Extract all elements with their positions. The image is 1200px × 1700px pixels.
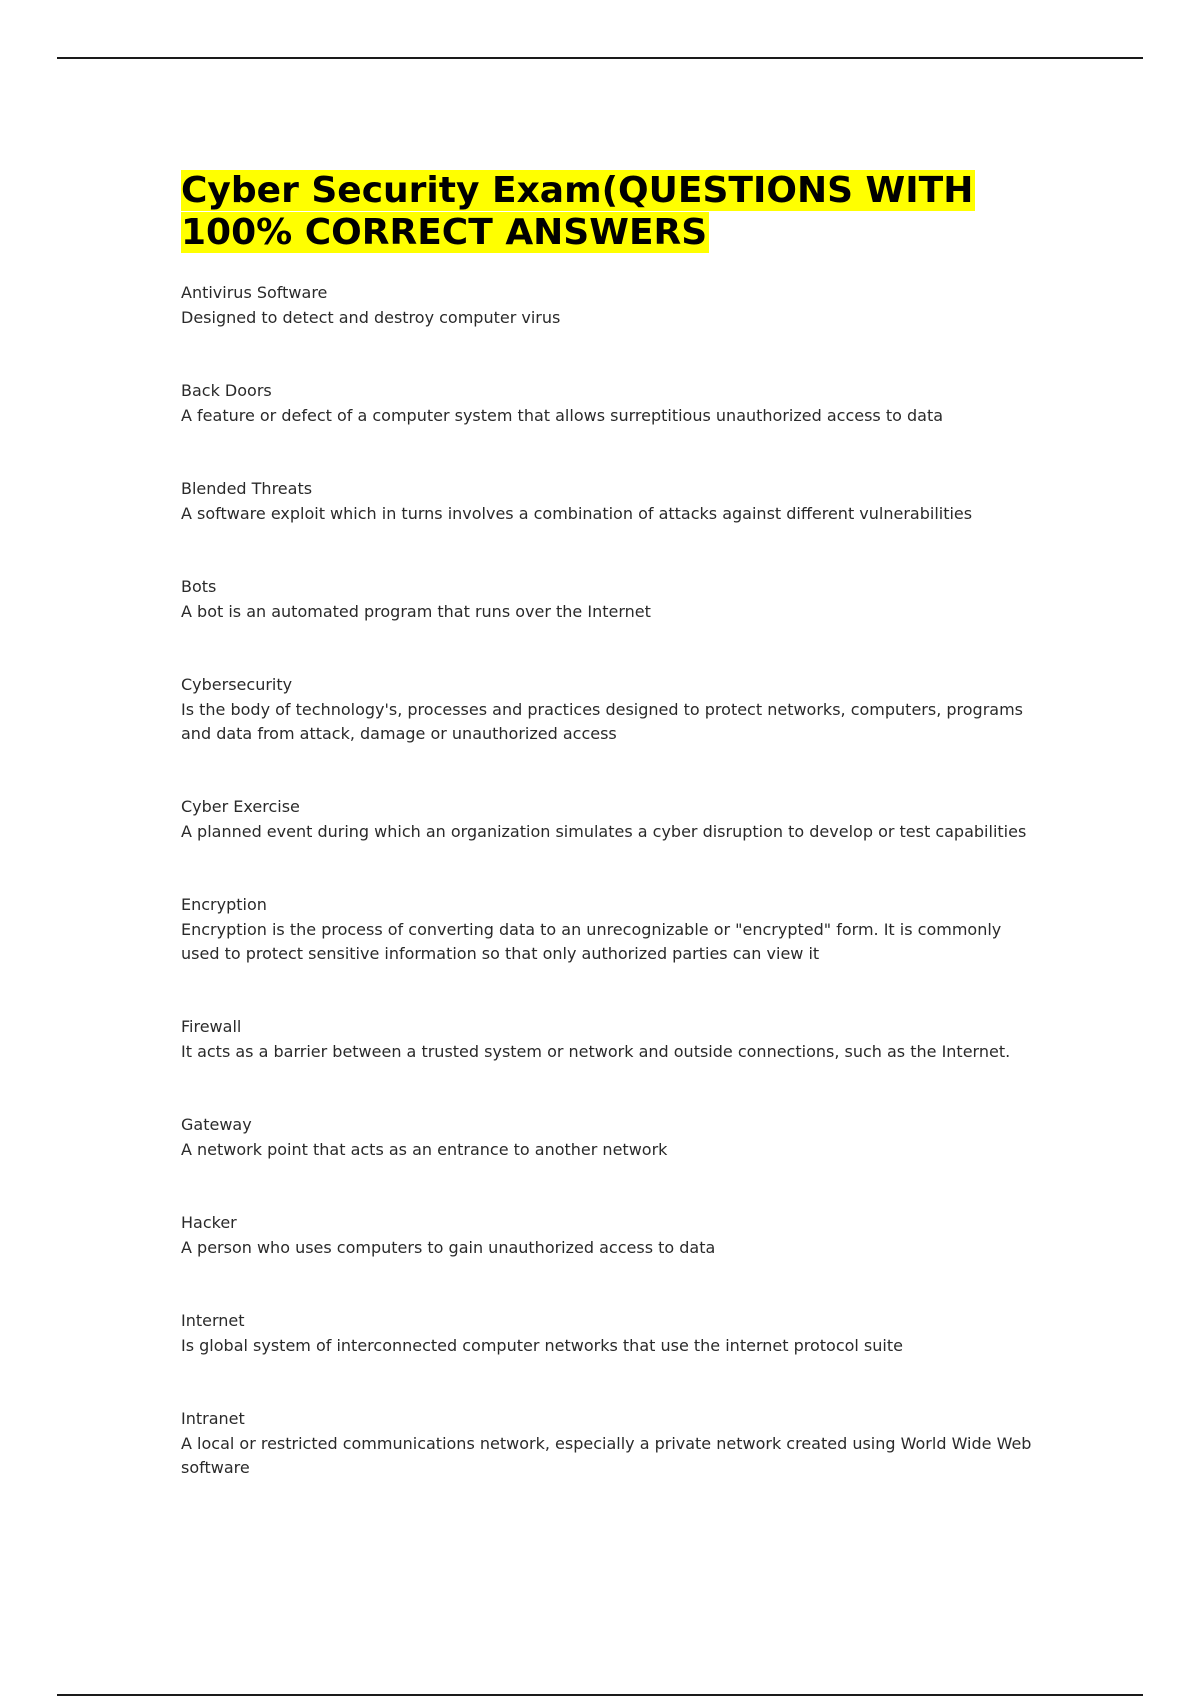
glossary-entry xyxy=(181,477,1041,526)
glossary-definition: A network point that acts as an entrance to another network xyxy=(181,1140,668,1159)
glossary-definition: A software exploit which in turns involves a combination of attacks against different vulnerabilities xyxy=(181,504,973,523)
glossary-list xyxy=(181,281,1041,1480)
glossary-definition: Designed to detect and destroy computer virus xyxy=(181,308,561,327)
glossary-entry xyxy=(181,893,1041,966)
document-title xyxy=(181,170,1041,254)
glossary-term: Hacker xyxy=(181,1213,237,1232)
glossary-term: Bots xyxy=(181,577,217,596)
glossary-entry xyxy=(181,1015,1041,1064)
top-rule xyxy=(57,57,1143,59)
glossary-entry xyxy=(181,795,1041,844)
glossary-term: Blended Threats xyxy=(181,479,313,498)
glossary-definition: Is the body of technology's, processes and practices designed to protect networks, computers, programs and data from attack, damage or unauthorized access xyxy=(181,700,1023,743)
glossary-entry xyxy=(181,281,1041,330)
glossary-term: Firewall xyxy=(181,1017,242,1036)
glossary-term: Gateway xyxy=(181,1115,252,1134)
glossary-definition: A planned event during which an organization simulates a cyber disruption to develop or test capabilities xyxy=(181,822,1027,841)
glossary-entry xyxy=(181,1211,1041,1260)
glossary-entry xyxy=(181,575,1041,624)
glossary-term: Back Doors xyxy=(181,381,272,400)
glossary-term: Antivirus Software xyxy=(181,283,328,302)
bottom-rule xyxy=(57,1694,1143,1696)
glossary-term: Cyber Exercise xyxy=(181,797,300,816)
glossary-entry xyxy=(181,1407,1041,1480)
glossary-definition: Is global system of interconnected computer networks that use the internet protocol suite xyxy=(181,1336,903,1355)
glossary-term: Intranet xyxy=(181,1409,245,1428)
glossary-definition: A local or restricted communications network, especially a private network created using World Wide Web software xyxy=(181,1434,1032,1477)
glossary-entry xyxy=(181,1309,1041,1358)
glossary-term: Internet xyxy=(181,1311,245,1330)
glossary-definition: Encryption is the process of converting data to an unrecognizable or "encrypted" form. It is commonly used to protect sensitive information so that only authorized parties can view it xyxy=(181,920,1002,963)
glossary-term: Cybersecurity xyxy=(181,675,293,694)
glossary-definition: A bot is an automated program that runs over the Internet xyxy=(181,602,651,621)
glossary-entry xyxy=(181,379,1041,428)
glossary-entry xyxy=(181,1113,1041,1162)
glossary-definition: A person who uses computers to gain unauthorized access to data xyxy=(181,1238,716,1257)
glossary-entry xyxy=(181,673,1041,746)
glossary-definition: It acts as a barrier between a trusted system or network and outside connections, such as the Internet. xyxy=(181,1042,1011,1061)
document-body xyxy=(181,170,1041,1529)
glossary-definition: A feature or defect of a computer system that allows surreptitious unauthorized access to data xyxy=(181,406,944,425)
document-title-text: Cyber Security Exam(QUESTIONS WITH 100% CORRECT ANSWERS xyxy=(181,170,974,253)
glossary-term: Encryption xyxy=(181,895,267,914)
